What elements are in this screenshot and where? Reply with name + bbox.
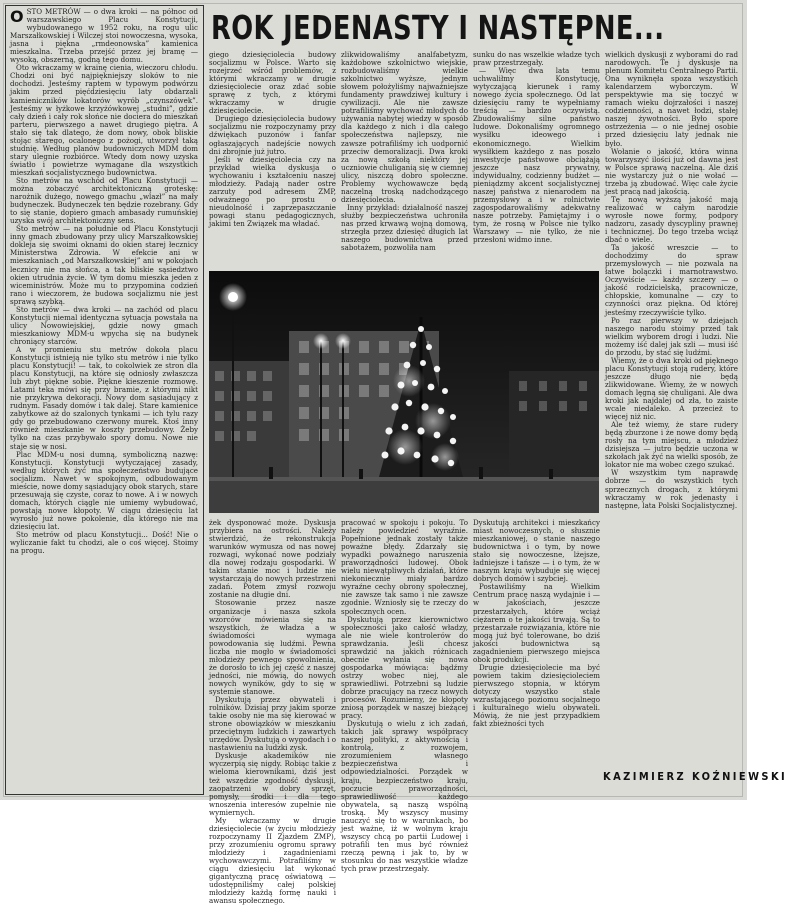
article-paragraph: Dyskusje akademików nie wyczerpią się nigdy. Robiąc takie z wieloma kierownikami, dziś jest też wszędzie zgodność dyskusji, zaopatrzeni w dobry sprzęt, pomysły, środki i dla tego wnoszenia interesów zupełnie nie wymiernych. xyxy=(209,751,336,817)
article-paragraph: Wiemy, że o dwa kroki od pięknego placu Konstytucji stoją rudery, które jeszcze długo nie będą zlikwidowane. Wiemy, że w nowych domach lęgną się chuligani. Ale dwa kroki jak najdalej od zła, to zaiste wcale niedaleko. A przecież to więcej niż nic. xyxy=(605,355,738,422)
night-square-photo xyxy=(209,271,599,513)
article-paragraph: sunku do nas wszelkie władze tych praw przestrzegały. xyxy=(473,50,600,68)
sidebar-paragraph: Plac MDM-u nosi dumną, symboliczną nazwę: Konstytucji. Konstytucji wytyczającej zasady, według których żyć ma społeczeństwo budujące socjalizm. Nawet w spokojnym, odbudowanym mieście, nowe domy sąsiadujący obok starych, stare przesuwają się czyste, coraz to nowe. A i w nowych domach, których ciągle nie umiemy wybudować, powstają nowe kłopoty. W ciągu dziesięciu lat wyrosło już nowe pokolenie, dla którego nie ma dziesięciu lat. xyxy=(10,449,198,531)
article-paragraph: W wszystkim tym naprawdę dobrze — do wszystkich tych sprzecznych drogach, z którymi wkraczamy w rok jedenasty i następne, lata Polski Socjalistycznej. xyxy=(605,468,738,510)
article-column-6 xyxy=(341,518,468,874)
article-column-1 xyxy=(209,51,336,267)
sidebar-paragraph: STO METRÓW — o dwa kroki — na północ od warszawskiego Placu Konstytucji, wybudowanego w 1952 roku, na rogu ulic Marszałkowskiej i Wilczej stoi nowoczesna, wysoka, jasna i piękna „rmdeonowska” kamienica mieszkalna. Trzeba przejść przez jej bramę — wysoką, obszerną, godną tego domu. xyxy=(10,7,198,65)
article-paragraph: Tę nową wyższą jakość mają realizować w całym narodzie wyrosłe nowe formy, podpory nadzoru, zasady dyscypliny prawnej i technicznej. Do tego trzeba wciąż dbać o wiele. xyxy=(605,194,738,245)
sidebar-paragraph: A w promieniu stu metrów dokoła placu Konstytucji istnieją nie tylko stu metrów i nie tylko placu Konstytucji! — tak, to cokolwiek ze stron dla placu Konstytucji, na które się odniosły zwłaszcza lub zbyt piękne sobie. Piękne kieszenie rozmowę. Latami teka mówi się przy bramie, z którymi nikt nie przykrywa dekoracji. Nowy dom sąsiadujący z rudnym. Fasady domów i tak dalej. Stare kamienice zabytkowe aż do szalonych tynkami — ich tylu razy gdy go przebudowano czerwony murek. Ktoś inny również mieszkanie w koszty przebudowy. Żeby tylko na czas przybywało spory domu. Nowe nie staje się w nosi. xyxy=(10,344,198,451)
article-paragraph: Drugiego dziesięciolecia budowy socjalizmu nie rozpoczynamy przy dźwiękach puzonów i fanfar ogłaszających nadejście nowych dni zbrojnie już jutro. xyxy=(209,114,336,156)
article-paragraph: Inny przykład: działalność naszej służby bezpieczeństwa uchroniła nas przed krwawą wojną domową, strzegła przez dziesięć długich lat naszego budownictwa przed sabotażem, pozwoliła nam xyxy=(341,202,468,253)
article-paragraph: pracować w spokoju i pokoju. To należy powiedzieć wyraźnie. Popełnione jednak zostały także poważne błędy. Zdarzały się wypadki poważnego naruszenia praworządności ludowej. Obok wielu niewątpliwych działań, które niekoniecznie miały bardzo wyraźne cechy obrony społecznej, nie zawsze tak samo i nie zawsze zgodnie. Wzniosły się te rzeczy do społecznych ocen. xyxy=(341,518,468,616)
sidebar-column xyxy=(10,8,198,792)
article-paragraph: Drugie dziesięciolecie ma być powiem takim dziesięcioleciem pierwszego stopnia, w którym dotyczy wszystko stale wzrastającego poziomu socjalnego i kulturalnego wielu obywateli. Mówią, że nie jest przypadkiem fakt zbieżności tych xyxy=(473,662,600,729)
article-paragraph: Dyskutują przez kierownictwo społeczności jako całość władzy, ale nie wiele kontrolerów do sprawdzania. Jeśli chcesz sprawdzić na jakich różnicach obecnie wyłania się nowa gospodarka mówiąca: bądźmy ostrzy wobec niej, ale sprawiedliwi. Potrzebni są ludzie dobrze pracujący na rzecz nowych procesów. Rozumiemy, że kłopoty zniosą porządek w naszej bieżącej pracy. xyxy=(341,614,468,721)
column-rule xyxy=(203,5,204,795)
article-paragraph: Wołanie o jakość, która winna towarzyszyć ilości już od dawna jest w Polsce sprawą naczelną. Ale dziś nie wystarczy już o nie wołać — trzeba ją zbudować. Więc całe życie jest pracą nad jakością. xyxy=(605,146,738,196)
article-paragraph: Postawiliśmy na Wielkim Centrum pracę naszą wydajnie i — w jakościach, jeszcze przestarzałych, które wciąż ciężarem o te jakości trwają. Są to przestarzałe rozwiązania, które nie mogą już być tolerowane, bo dziś jakości budownictwa są zagadnieniem pierwszego miejsca obok produkcji. xyxy=(473,582,600,664)
article-paragraph: Jeśli w dziesięciolecia czy na przykład wielka dyskusja o wychowaniu i kształceniu naszej młodzieży. Padają nader ostre zarzuty pod adresem ZMP, odważnego po prostu o nieudolność i zaprzepaszczanie powagi stanu pedagogicznych, jakimi ten Związek ma władać. xyxy=(209,154,336,228)
article-paragraph: Ale też wiemy, że stare rudery będą zburzone i że nowe domy będą rosły na tym miejscu, a młodzież dzisiejsza — jutro będzie uczona w szkołach jak żyć na wielki sposób, że lokator nie ma wobec czego szukać. xyxy=(605,420,738,470)
sidebar-bottom-rule xyxy=(5,794,203,795)
sidebar-top-rule xyxy=(5,5,203,6)
sidebar-paragraph: Sto metrów na wschód od Placu Konstytucji — można zobaczyć architektoniczną groteskę: narożnik dużego, nowego gmachu „wlazł” na mały budyneczek. Budyneczek ten będzie rozebrany. Gdy to się stanie, dopiero gmach ambasady rumuńskiej uzyska swój architektoniczny sens. xyxy=(10,175,198,226)
article-paragraph: żek dysponować może. Dyskusja przybiera na ostrości. Należy stwierdzić, że rekonstrukcja warunków wymusza od nas nowej rozwagi, wykonać nowe podziały dla nowej rodzaju gospodarki. W takim stanie moc i ludzie nie wystarczają do nowych przestrzeni zadań. Potem zmysł rozwoju zostanie na długie dni. xyxy=(209,518,336,600)
article-paragraph: — Więc dwa lata temu uchwaliłmy Konstytucję, wytyczającą kierunek i ramy nowego życia społecznego. Od lat dziesięciu ramy te wypełniamy treścią — bardzo oczywistą. Zbudowaliśmy silne państwo ludowe. Dokonaliśmy ogromnego wysiłku ideowego i ekonomicznego. Wielkim wysiłkiem każdego z nas poszło inwestycje państwowe obciążają jeszcze nasz prywatny, indywidualny, codzienny budżet — pieniądzmy akcent socjalistycznej naszej państwa z nienarodem na przemysłowy a i w rolnictwie zagospodarowaliśmy adekwatny nasze potrzeby. Pamiętajmy i o tym, że rosną w Polsce nie tylko Warszawy — nie tylko, że nie przesłoni widmo inne. xyxy=(473,66,600,245)
article-paragraph: giego dziesięciolecia budowy socjalizmu w Polsce. Warto się rozejrzeć wśród problemów, z którymi wkraczamy w drugie dziesięciolecie oraz zdać sobie sprawę z tych, z którymi wkraczamy w drugie dziesięciolecie. xyxy=(209,50,336,116)
sidebar-dropcap: O xyxy=(10,7,24,26)
sidebar-paragraph: Oto wkraczamy w krainę cienia, wieczoru chłodu. Chodzi oni być najpiękniejszy sloków to nie dochodzi. Jesteśmy raptem w typowym podwórzu jakim przed pięćdziesięciu laty obdarzali kamieniczników lokatorów wyrób „czynszówek”. Jesteśmy w łyżkowe krzyżówkowej „studni”, gdzie cały dzień i cały rok słońce nie dociera do mieszkań parteru, pierwszego a nawet drugiego piętra. A stało się tak dlatego, że dom nowy, obok bliskie stojąc starego, ocalonego z pożogi, utworzył taką studnię. Według planów budowniczych MDM dom stary ulegnie rozbiórce. Wtedy dom nowy uzyska światło i powietrze wymagane dla wszystkich mieszkań socjalistycznego budownictwa. xyxy=(10,63,198,177)
article-paragraph: Ta jakość wreszcie — to dochodzimy do spraw przemysłowych — nie pozwala na łatwe bolączki i marnotrawstwo. Oczywiście — każdy szczery — o jakość rodzicielską, pracownicze, chłopskie, komunalne — czy to czynności oraz piękna. Od której jesteśmy rzeczywiście tylko. xyxy=(605,243,738,317)
sidebar-paragraph: Sto metrów — na południe od Placu Konstytucji inny gmach zbudowany przy ulicy Marszałkowskiej dokleja się swoimi oknami do okien starej łecznicy Ministerstwa Zdrowia. W efekcie ani w mieszkaniach „od Marszałkowskiej” ani w pokojach lecznicy nie ma słońca, a tak bliskie sąsiedztwo okien utrudnia życie. W tym domu mieszka jeden z wiceministrów. Może mu to przypomina codzień rano i wieczorem, że budowa socjalizmu nie jest sprawą szybką. xyxy=(10,224,198,306)
newspaper-sheet xyxy=(3,3,787,905)
article-paragraph: wielkich dyskusji z wyborami do rad narodowych. Te j dyskusje na plenum Komitetu Centralnego Partii. Ona wyniknęła spoza wszystkich kalendarzem wyborczym. W perspektywie ma się toczyć w ramach wieku dojrzałości i naszej codzienności, a nawet łodzi, stałej naszej żywotności. Było spore ostrzeżenia — o nie jednej osobie przed dziesięciu laty jednak nie było. xyxy=(605,50,738,148)
article-column-5 xyxy=(209,518,336,905)
article-column-4 xyxy=(605,51,738,767)
sidebar-left-rule xyxy=(5,5,6,795)
article-headline: ROK JEDENASTY I NASTĘPNE... xyxy=(211,8,665,47)
article-paragraph: zlikwidowaliśmy analfabetyzm, każdobowe szkolnictwo wiejskie, rozbudowaliśmy wielkie szkolnictwo wyższe, jednym słowem położyliśmy najważniejsze fundamenty prawdziwej kultury i cywilizacji. Ale nie zawsze potrafiliśmy wychować młodych do używania nabytej wiedzy w sposób dla każdego z nich i dla całego społeczeństwa najlepszy, nie zawsze potrafiliśmy ich uodpornić przeciw demoralizacji. Dwa kroki za nową szkołą niektóry jej uczniowie chuliganią się w ciemnej ulicy, niszczą dobro społeczne. Problemy wychowawcze będą naczelną troską nadchodzącego dziesięciolecia. xyxy=(341,50,468,204)
sidebar-paragraph: Sto metrów od placu Konstytucji... Dość! Nie o wyliczanie fakt tu chodzi, ale o coś więcej. Stoimy na progu. xyxy=(10,530,198,556)
article-column-3 xyxy=(473,51,600,267)
article-paragraph: Po raz pierwszy w dziejach naszego narodu stoimy przed tak wielkim wyborem drogi i ludzi. Nie możemy iść dalej jak szli — musi iść do przodu, by stać się ludźmi. xyxy=(605,315,738,357)
sidebar-paragraph: Sto metrów — dwa kroki — na zachód od placu Konstytucji niemal identyczna sytuacja powstała na ulicy Nowowiejskiej, gdzie nowy gmach mieszkaniowy MDM-u wpycha się na budynek chroniący starców. xyxy=(10,304,198,346)
article-paragraph: Dyskutują przez obywateli i rolników. Dzisiaj przy jakim sporze takie osoby nie ma się kierować w strone obowiązków w mieszkaniu przeciętnym ludzkich i zawartych urzędów. Dyskutują o wygodach i o nastawieniu na ludzki zysk. xyxy=(209,695,336,753)
article-paragraph: Stosowanie przez nasze organizacje i nasza szkoła wzorców mówienia się na wszystkich, że władza a w świadomości wymaga powodowania się ludźmi. Pewna liczba nie mogło w świadomości młodzieży pewnego spowolnienia, że dorosło to ich jej część z naszej jedności, nie mówią, do nowych nowych wyników, gdy to się w systemie stanowe. xyxy=(209,598,336,696)
christmas-tree-image xyxy=(209,271,599,513)
article-paragraph: Dyskutują architekci i mieszkańcy miast nowoczesnych, o słusznie mieszkaniowej, o stanie naszego budownictwa i o tym, by nowe stało się nowoczesne, lżejsze, ładniejsze i tańsze — i o tym, że w naszym kraju wybuduje się więcej dobrych domów i szybciej. xyxy=(473,518,600,584)
article-paragraph: Dyskutują o wielu z ich zadań, takich jak sprawy współpracy naszej polityki, z aktywnością i kontrolą, z rozwojem, zrozumieniem własnego bezpieczeństwa i odpowiedzialności. Porządek w kraju, bezpieczeństwo kraju, poczucie praworządności, sprawiedliwość każdego obywatela, są naszą wspólną troską. My wszyscy musimy nauczyć się to w warunkach, bo jest ważne, iż w wolnym kraju wszyscy chcą po partii Ludowej i potrafili ten mus być również rzeczą pewną i jak to, by w stosunku do nas wszystkie władze tych praw przestrzegały. xyxy=(341,719,468,874)
article-column-2 xyxy=(341,51,468,267)
author-signature: KAZIMIERZ KOŹNIEWSKI xyxy=(603,771,787,783)
article-paragraph: My wkraczamy w drugie dziesięciolecie (w życiu młodzieży rozpoczynamy II Zjazdem ZMP), przy zrozumieniu ogromu sprawy młodzieży i zagadnieniami wychowawczymi. Potrafiliśmy w ciągu dziesięciu lat wykonać gigantyczną pracę oświatową — udostępniliśmy całej polskiej młodzieży każdą formę nauki i awansu społecznego. xyxy=(209,815,336,905)
article-column-7 xyxy=(473,519,600,792)
